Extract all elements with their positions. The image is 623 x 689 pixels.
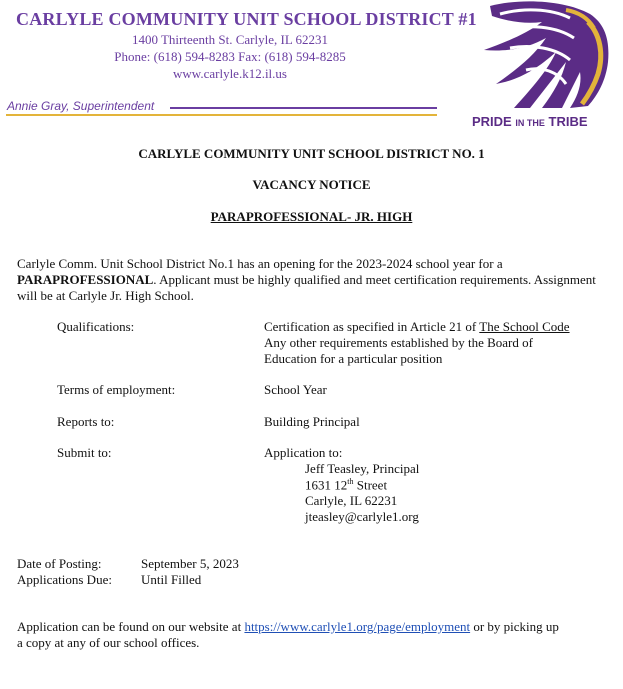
footer-line-1: Application can be found on our website at https://www.carlyle1.org/page/employment or by picking up <box>17 619 559 634</box>
vacancy-notice-title: VACANCY NOTICE <box>252 177 371 192</box>
pride-in-the-tribe-slogan: PRIDE IN THE TRIBE <box>472 114 588 129</box>
terms-value: School Year <box>264 382 327 397</box>
submit-to-value: Application to: <box>264 445 343 460</box>
footer-line-2: a copy at any of our school offices. <box>17 635 200 650</box>
reports-to-value: Building Principal <box>264 414 360 429</box>
intro-paragraph: Carlyle Comm. Unit School District No.1 has an opening for the 2023-2024 school year for a PARAPROFESSIONAL. Applicant must be highly qualified and meet certification requirements. Assignment will be at Carlyle Jr. High School. <box>17 256 596 303</box>
header-rule-gold <box>6 114 437 116</box>
qualifications-label: Qualifications: <box>57 319 135 334</box>
qualifications-line-3: Education for a particular position <box>264 351 443 366</box>
date-of-posting-label: Date of Posting: <box>17 556 102 571</box>
notice-district-title: CARLYLE COMMUNITY UNIT SCHOOL DISTRICT NO. 1 <box>138 146 485 161</box>
header-rule-purple <box>170 107 437 109</box>
contact-name: Jeff Teasley, Principal <box>305 461 420 476</box>
district-phone-fax: Phone: (618) 594-8283 Fax: (618) 594-8285 <box>114 49 346 64</box>
submit-to-label: Submit to: <box>57 445 112 460</box>
contact-street: 1631 12th Street <box>305 477 388 493</box>
qualifications-line-2: Any other requirements established by the Board of <box>264 335 533 350</box>
applications-due-value: Until Filled <box>141 572 202 587</box>
superintendent-name: Annie Gray, Superintendent <box>7 99 155 113</box>
reports-to-label: Reports to: <box>57 414 115 429</box>
qualifications-line-1: Certification as specified in Article 21 of The School Code <box>264 319 570 334</box>
tribe-headdress-logo <box>470 0 612 112</box>
applications-due-label: Applications Due: <box>17 572 112 587</box>
employment-link[interactable]: https://www.carlyle1.org/page/employment <box>244 619 471 634</box>
contact-city: Carlyle, IL 62231 <box>305 493 398 508</box>
district-address: 1400 Thirteenth St. Carlyle, IL 62231 <box>131 32 329 47</box>
terms-label: Terms of employment: <box>57 382 176 397</box>
contact-email[interactable]: jteasley@carlyle1.org <box>305 509 419 524</box>
position-title: PARAPROFESSIONAL- JR. HIGH <box>210 209 413 224</box>
district-website[interactable]: www.carlyle.k12.il.us <box>173 66 287 81</box>
date-of-posting-value: September 5, 2023 <box>141 556 239 571</box>
district-name: CARLYLE COMMUNITY UNIT SCHOOL DISTRICT #1 <box>16 9 477 29</box>
